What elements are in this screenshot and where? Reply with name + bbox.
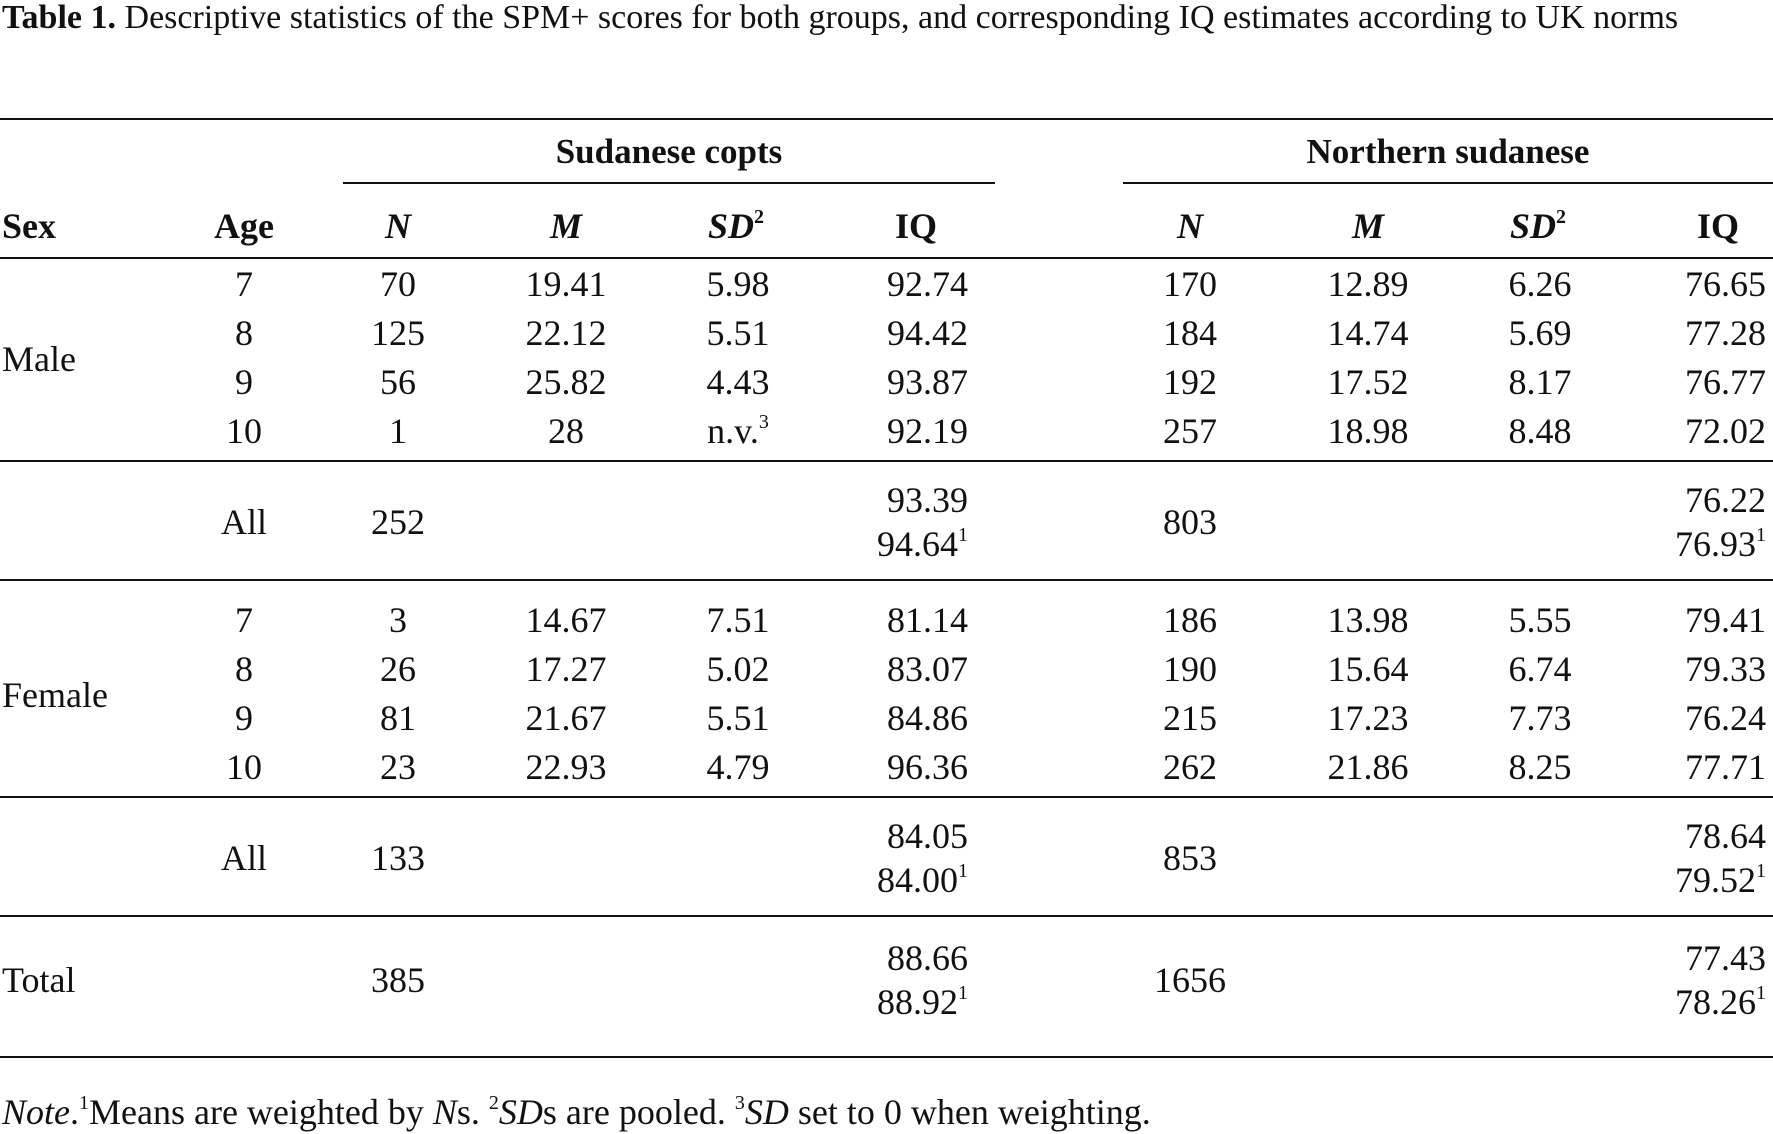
copts-iq-cell: 92.19: [887, 411, 968, 451]
northern-iq-cell: 72.02: [1685, 411, 1766, 451]
section-rule: [0, 796, 1773, 798]
copts-sd-cell: n.v.$^3$: [707, 411, 769, 451]
all-female-label: All: [220, 838, 268, 878]
all-male-northern-iq-weighted: 76.93$^1$: [1675, 524, 1766, 564]
total-copts-iq-weighted: 88.92$^1$: [877, 982, 968, 1022]
copts-iq-cell: 94.42: [887, 313, 968, 353]
header-copts-m: M: [549, 206, 583, 246]
northern-m-cell: 13.98: [1327, 600, 1409, 640]
northern-iq-cell: 76.77: [1685, 362, 1766, 402]
copts-m-cell: 25.82: [525, 362, 607, 402]
copts-iq-cell: 83.07: [887, 649, 968, 689]
copts-n-cell: 125: [371, 313, 425, 353]
all-male-northern-iq: 76.22: [1685, 480, 1766, 520]
northern-iq-cell: 77.71: [1685, 747, 1766, 787]
northern-sd-cell: 6.26: [1508, 264, 1572, 304]
copts-iq-cell: 81.14: [887, 600, 968, 640]
copts-m-cell: 21.67: [525, 698, 607, 738]
copts-iq-cell: 92.74: [887, 264, 968, 304]
copts-n-cell: 26: [380, 649, 416, 689]
header-copts-sd: $SD^2$: [707, 206, 765, 246]
header-copts-iq: IQ: [894, 206, 938, 246]
northern-m-cell: 21.86: [1327, 747, 1409, 787]
copts-m-cell: 22.93: [525, 747, 607, 787]
northern-n-cell: 184: [1163, 313, 1217, 353]
copts-n-cell: 23: [380, 747, 416, 787]
copts-m-cell: 19.41: [525, 264, 607, 304]
sex-label-male: Male: [2, 339, 76, 379]
group-header-northern: Northern sudanese: [1306, 132, 1590, 171]
northern-sd-cell: 8.17: [1508, 362, 1572, 402]
copts-n-cell: 1: [389, 411, 407, 451]
northern-m-cell: 17.23: [1327, 698, 1409, 738]
table-note: Note.$^1$Means are weighted by Ns. $^2$SDs are pooled. $^3$SD set to 0 when weighting.: [2, 1092, 1151, 1132]
age-cell: 8: [235, 313, 253, 353]
top-rule: [0, 118, 1773, 120]
header-rule: [0, 257, 1773, 259]
header-copts-n: N: [385, 206, 411, 246]
all-female-copts-n: 133: [371, 838, 425, 878]
total-label: Total: [2, 960, 76, 1000]
copts-m-cell: 28: [548, 411, 584, 451]
table-label: Table 1.: [2, 0, 117, 36]
copts-m-cell: 22.12: [525, 313, 607, 353]
northern-iq-cell: 76.65: [1685, 264, 1766, 304]
copts-sd-cell: 5.51: [706, 698, 770, 738]
copts-sd-cell: 5.98: [706, 264, 770, 304]
total-northern-iq-weighted: 78.26$^1$: [1675, 982, 1766, 1022]
section-end-rule: [0, 915, 1773, 917]
header-sex: Sex: [2, 206, 56, 246]
northern-sd-cell: 7.73: [1508, 698, 1572, 738]
age-cell: 10: [226, 747, 262, 787]
northern-sd-cell: 8.48: [1508, 411, 1572, 451]
northern-sd-cell: 6.74: [1508, 649, 1572, 689]
copts-iq-cell: 84.86: [887, 698, 968, 738]
northern-m-cell: 15.64: [1327, 649, 1409, 689]
all-male-label: All: [220, 502, 268, 542]
northern-sd-cell: 5.69: [1508, 313, 1572, 353]
copts-sd-cell: 5.02: [706, 649, 770, 689]
copts-m-cell: 17.27: [525, 649, 607, 689]
northern-n-cell: 262: [1163, 747, 1217, 787]
caption-text: Descriptive statistics of the SPM+ scores for both groups, and corresponding IQ estimates according to UK norms: [124, 0, 1679, 36]
northern-m-cell: 14.74: [1327, 313, 1409, 353]
copts-n-cell: 70: [380, 264, 416, 304]
sex-label-female: Female: [2, 675, 108, 715]
total-northern-n: 1656: [1154, 960, 1226, 1000]
group-rule-copts: [343, 182, 995, 184]
copts-iq-cell: 93.87: [887, 362, 968, 402]
age-cell: 9: [235, 698, 253, 738]
northern-iq-cell: 76.24: [1685, 698, 1766, 738]
northern-n-cell: 192: [1163, 362, 1217, 402]
section-end-rule: [0, 579, 1773, 581]
header-northern-iq: IQ: [1696, 206, 1740, 246]
total-northern-iq: 77.43: [1685, 938, 1766, 978]
northern-n-cell: 257: [1163, 411, 1217, 451]
northern-iq-cell: 79.33: [1685, 649, 1766, 689]
age-cell: 9: [235, 362, 253, 402]
all-male-copts-iq: 93.39: [887, 480, 968, 520]
header-northern-n: N: [1177, 206, 1203, 246]
northern-n-cell: 190: [1163, 649, 1217, 689]
group-rule-northern: [1123, 182, 1773, 184]
all-male-northern-n: 803: [1163, 502, 1217, 542]
group-header-copts: Sudanese copts: [555, 132, 783, 171]
all-female-northern-iq: 78.64: [1685, 816, 1766, 856]
total-copts-iq: 88.66: [887, 938, 968, 978]
age-cell: 7: [235, 600, 253, 640]
bottom-rule: [0, 1056, 1773, 1058]
age-cell: 7: [235, 264, 253, 304]
age-cell: 8: [235, 649, 253, 689]
northern-n-cell: 215: [1163, 698, 1217, 738]
northern-m-cell: 12.89: [1327, 264, 1409, 304]
note-label: Note: [2, 1092, 70, 1132]
northern-n-cell: 186: [1163, 600, 1217, 640]
header-northern-m: M: [1351, 206, 1385, 246]
copts-sd-cell: 7.51: [706, 600, 770, 640]
copts-sd-cell: 5.51: [706, 313, 770, 353]
copts-sd-cell: 4.43: [706, 362, 770, 402]
copts-m-cell: 14.67: [525, 600, 607, 640]
northern-sd-cell: 5.55: [1508, 600, 1572, 640]
copts-iq-cell: 96.36: [887, 747, 968, 787]
northern-n-cell: 170: [1163, 264, 1217, 304]
all-female-copts-iq-weighted: 84.00$^1$: [877, 860, 968, 900]
northern-iq-cell: 79.41: [1685, 600, 1766, 640]
northern-sd-cell: 8.25: [1508, 747, 1572, 787]
age-cell: 10: [226, 411, 262, 451]
all-female-northern-n: 853: [1163, 838, 1217, 878]
table-caption: [2, 0, 1767, 40]
copts-n-cell: 56: [380, 362, 416, 402]
header-northern-sd: $SD^2$: [1509, 206, 1567, 246]
copts-sd-cell: 4.79: [706, 747, 770, 787]
all-male-copts-n: 252: [371, 502, 425, 542]
section-rule: [0, 460, 1773, 462]
total-copts-n: 385: [371, 960, 425, 1000]
all-female-northern-iq-weighted: 79.52$^1$: [1675, 860, 1766, 900]
header-age: Age: [214, 206, 274, 246]
northern-iq-cell: 77.28: [1685, 313, 1766, 353]
all-male-copts-iq-weighted: 94.64$^1$: [877, 524, 968, 564]
all-female-copts-iq: 84.05: [887, 816, 968, 856]
northern-m-cell: 18.98: [1327, 411, 1409, 451]
copts-n-cell: 81: [380, 698, 416, 738]
copts-n-cell: 3: [389, 600, 407, 640]
northern-m-cell: 17.52: [1327, 362, 1409, 402]
